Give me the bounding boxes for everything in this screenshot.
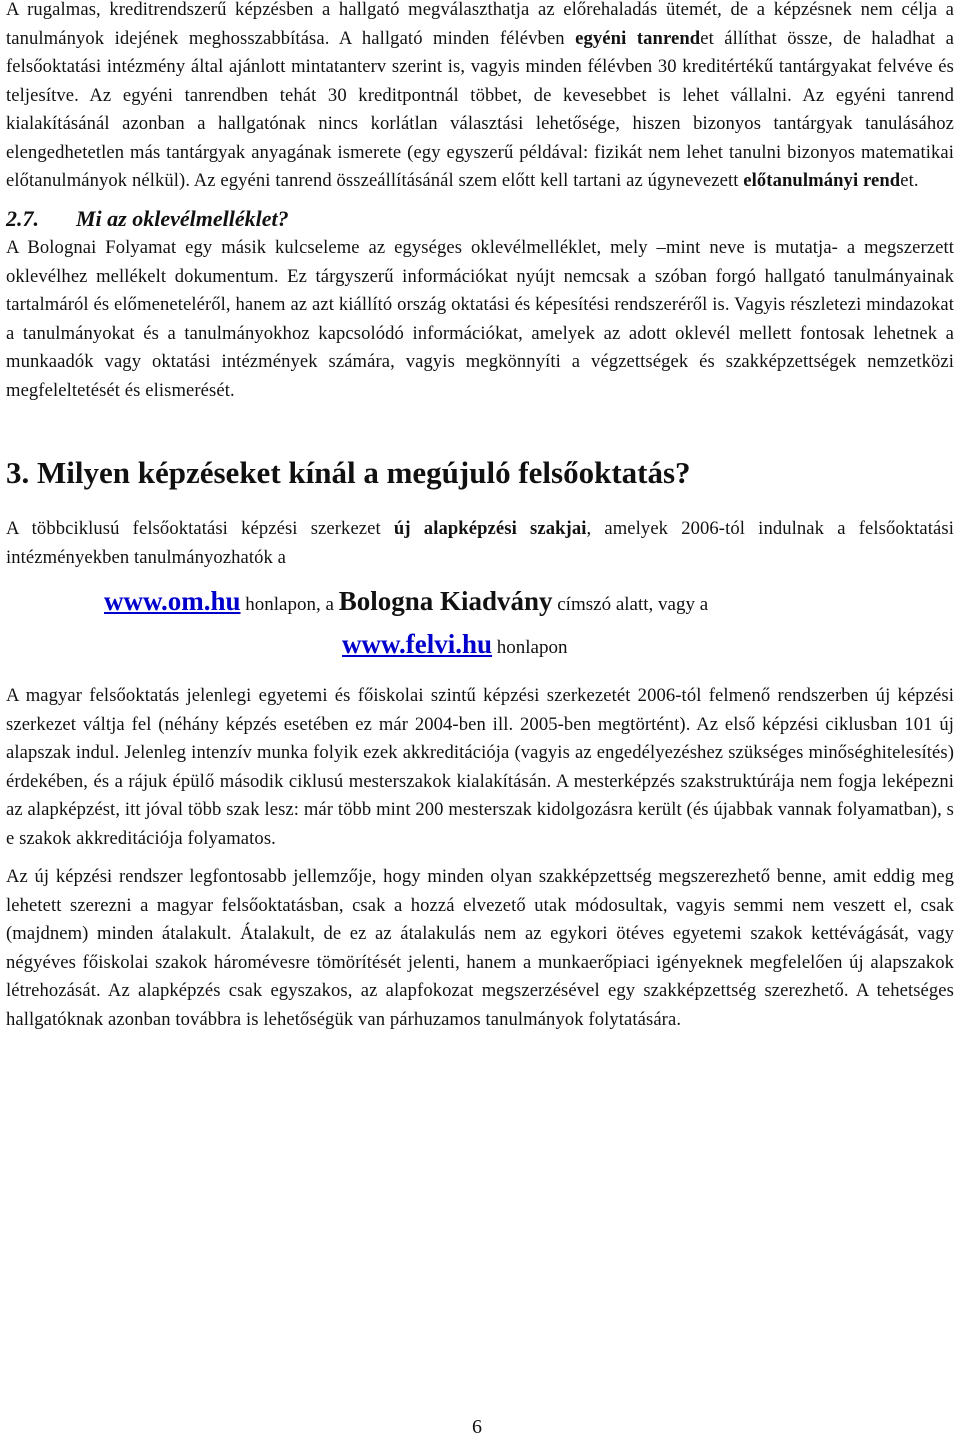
paragraph-kepzesi-szerkezet: A magyar felsőoktatás jelenlegi egyetemi és főiskolai szintű képzési szerkezetét 2006-tól felmenő rendszerben új képzési szerkezet váltja fel (néhány képzés esetében ez már 2004-ben ill. 2005-ben megtörtént). Az első képzési ciklusban 101 új alapszak indul. Jelenleg intenzív munka folyik ezek akkreditációja (vagyis az engedélyezéshez szükséges minőséghitelesítés) érdekében, és a rájuk épülő második ciklusú mesterszakok kialakításán. A mesterképzés szakstruktúrája nem fogja leképezni az alapképzést, itt jóval több szak lesz: már több mint 200 mesterszak kidolgozásra került (és újabbak vannak folyamatban), s e szakok akkreditációja folyamatos. bbox=[6, 685, 954, 849]
bold-term-elotanulmanyi-rend: előtanulmányi rend bbox=[743, 170, 901, 191]
link-felvi-hu[interactable]: www.felvi.hu bbox=[342, 629, 493, 659]
text-run: honlapon bbox=[492, 637, 568, 658]
links-line-felvi bbox=[342, 629, 568, 660]
paragraph-egyeni-tanrend bbox=[6, 0, 954, 196]
text-run: A többciklusú felsőoktatási képzési szerkezet bbox=[6, 518, 394, 539]
text-run: et állíthat össze, de haladhat a felsőoktatási intézmény által ajánlott mintatanterv szerint is, vagyis minden félévben 30 kreditértékű tantárgyakat felvéve és teljesítve. Az egyéni tanrendben tehát 30 kreditpontnál többet, de kevesebbet is lehet vállalni. Az egyéni tanrend kialakításánál azonban a hallgatónak nincs korlátlan választási lehetősége, hiszen bizonyos tantárgyak tanulásához elengedhetetlen más tantárgyak anyagának ismerete (egy egyszerű példával: fizikát nem lehet tanulni bizonyos matematikai előtanulmányok nélkül). Az egyéni tanrend összeállításánál szem előtt kell tartani az úgynevezett bbox=[6, 27, 954, 191]
bold-term-uj-alapkepzesi-szakjai: új alapképzési szakjai bbox=[393, 518, 587, 539]
paragraph-alapkepzes bbox=[6, 515, 954, 572]
bold-term-egyeni-tanrend: egyéni tanrend bbox=[575, 27, 701, 49]
bologna-kiadvany-title: Bologna Kiadvány bbox=[338, 586, 553, 616]
section-title: Mi az oklevélmelléklet? bbox=[76, 206, 289, 231]
section-number: 2.7. bbox=[6, 206, 39, 231]
text-run: et. bbox=[900, 170, 919, 191]
text-run: A rugalmas, kreditrendszerű képzésben a hallgató megválaszthatja az előrehaladás ütemét, de a képzésnek nem célja a tanulmányok idejének meghosszabbítása. A hallgató minden félévben bbox=[6, 0, 954, 49]
text-run: honlapon, a bbox=[240, 594, 339, 615]
section-heading-2-7 bbox=[6, 206, 289, 232]
paragraph-uj-kepzesi-rendszer: Az új képzési rendszer legfontosabb jellemzője, hogy minden olyan szakképzettség megszerezhető benne, amit eddig meg lehetett szerezni a magyar felsőoktatásban, csak a hozzá elvezető utak módosultak, vagyis semmi nem veszett el, csak (majdnem) minden átalakult. Átalakult, de ez az átalakulás nem az egykori ötéves egyetemi szakok kettévágását, vagy négyéves főiskolai szakok háromévesre tömörítését jelenti, hanem a munkaerőpiaci igényeknek megfelelően új alapszakok létrehozását. Az alapképzés csak egyszakos, az alapfokozat megszerzésével egy szakképzettség szerezhető. A tehetséges hallgatóknak azonban továbbra is lehetőségük van párhuzamos tanulmányok folytatására. bbox=[6, 866, 954, 1030]
paragraph-oklevelmelleklet: A Bolognai Folyamat egy másik kulcseleme az egységes oklevélmelléklet, mely –mint neve is mutatja- a megszerzett oklevélhez mellékelt dokumentum. Ez tárgyszerű információkat nyújt nemcsak a szóban forgó hallgató tanulmányainak tartalmáról és előmeneteléről, hanem az azt kiállító ország oktatási és képesítési rendszeréről is. Vagyis részletezi mindazokat a tanulmányokat és a tanulmányokhoz kapcsolódó információkat, amelyek az adott oklevél mellett fontosak lehetnek a munkaadók vagy oktatási intézmények számára, vagyis megkönnyíti a végzettségek és szakképzettségek nemzetközi megfeleltetését és elismerését. bbox=[6, 237, 954, 401]
text-run: címszó alatt, vagy a bbox=[552, 594, 709, 615]
page-number: 6 bbox=[472, 1416, 482, 1438]
link-om-hu[interactable]: www.om.hu bbox=[104, 586, 241, 616]
section-heading-3: 3. Milyen képzéseket kínál a megújuló felsőoktatás? bbox=[6, 455, 691, 490]
links-line-om bbox=[104, 586, 708, 617]
text-run: , amelyek 2006-tól indulnak a felsőoktatási intézményekben tanulmányozhatók a bbox=[6, 518, 954, 568]
